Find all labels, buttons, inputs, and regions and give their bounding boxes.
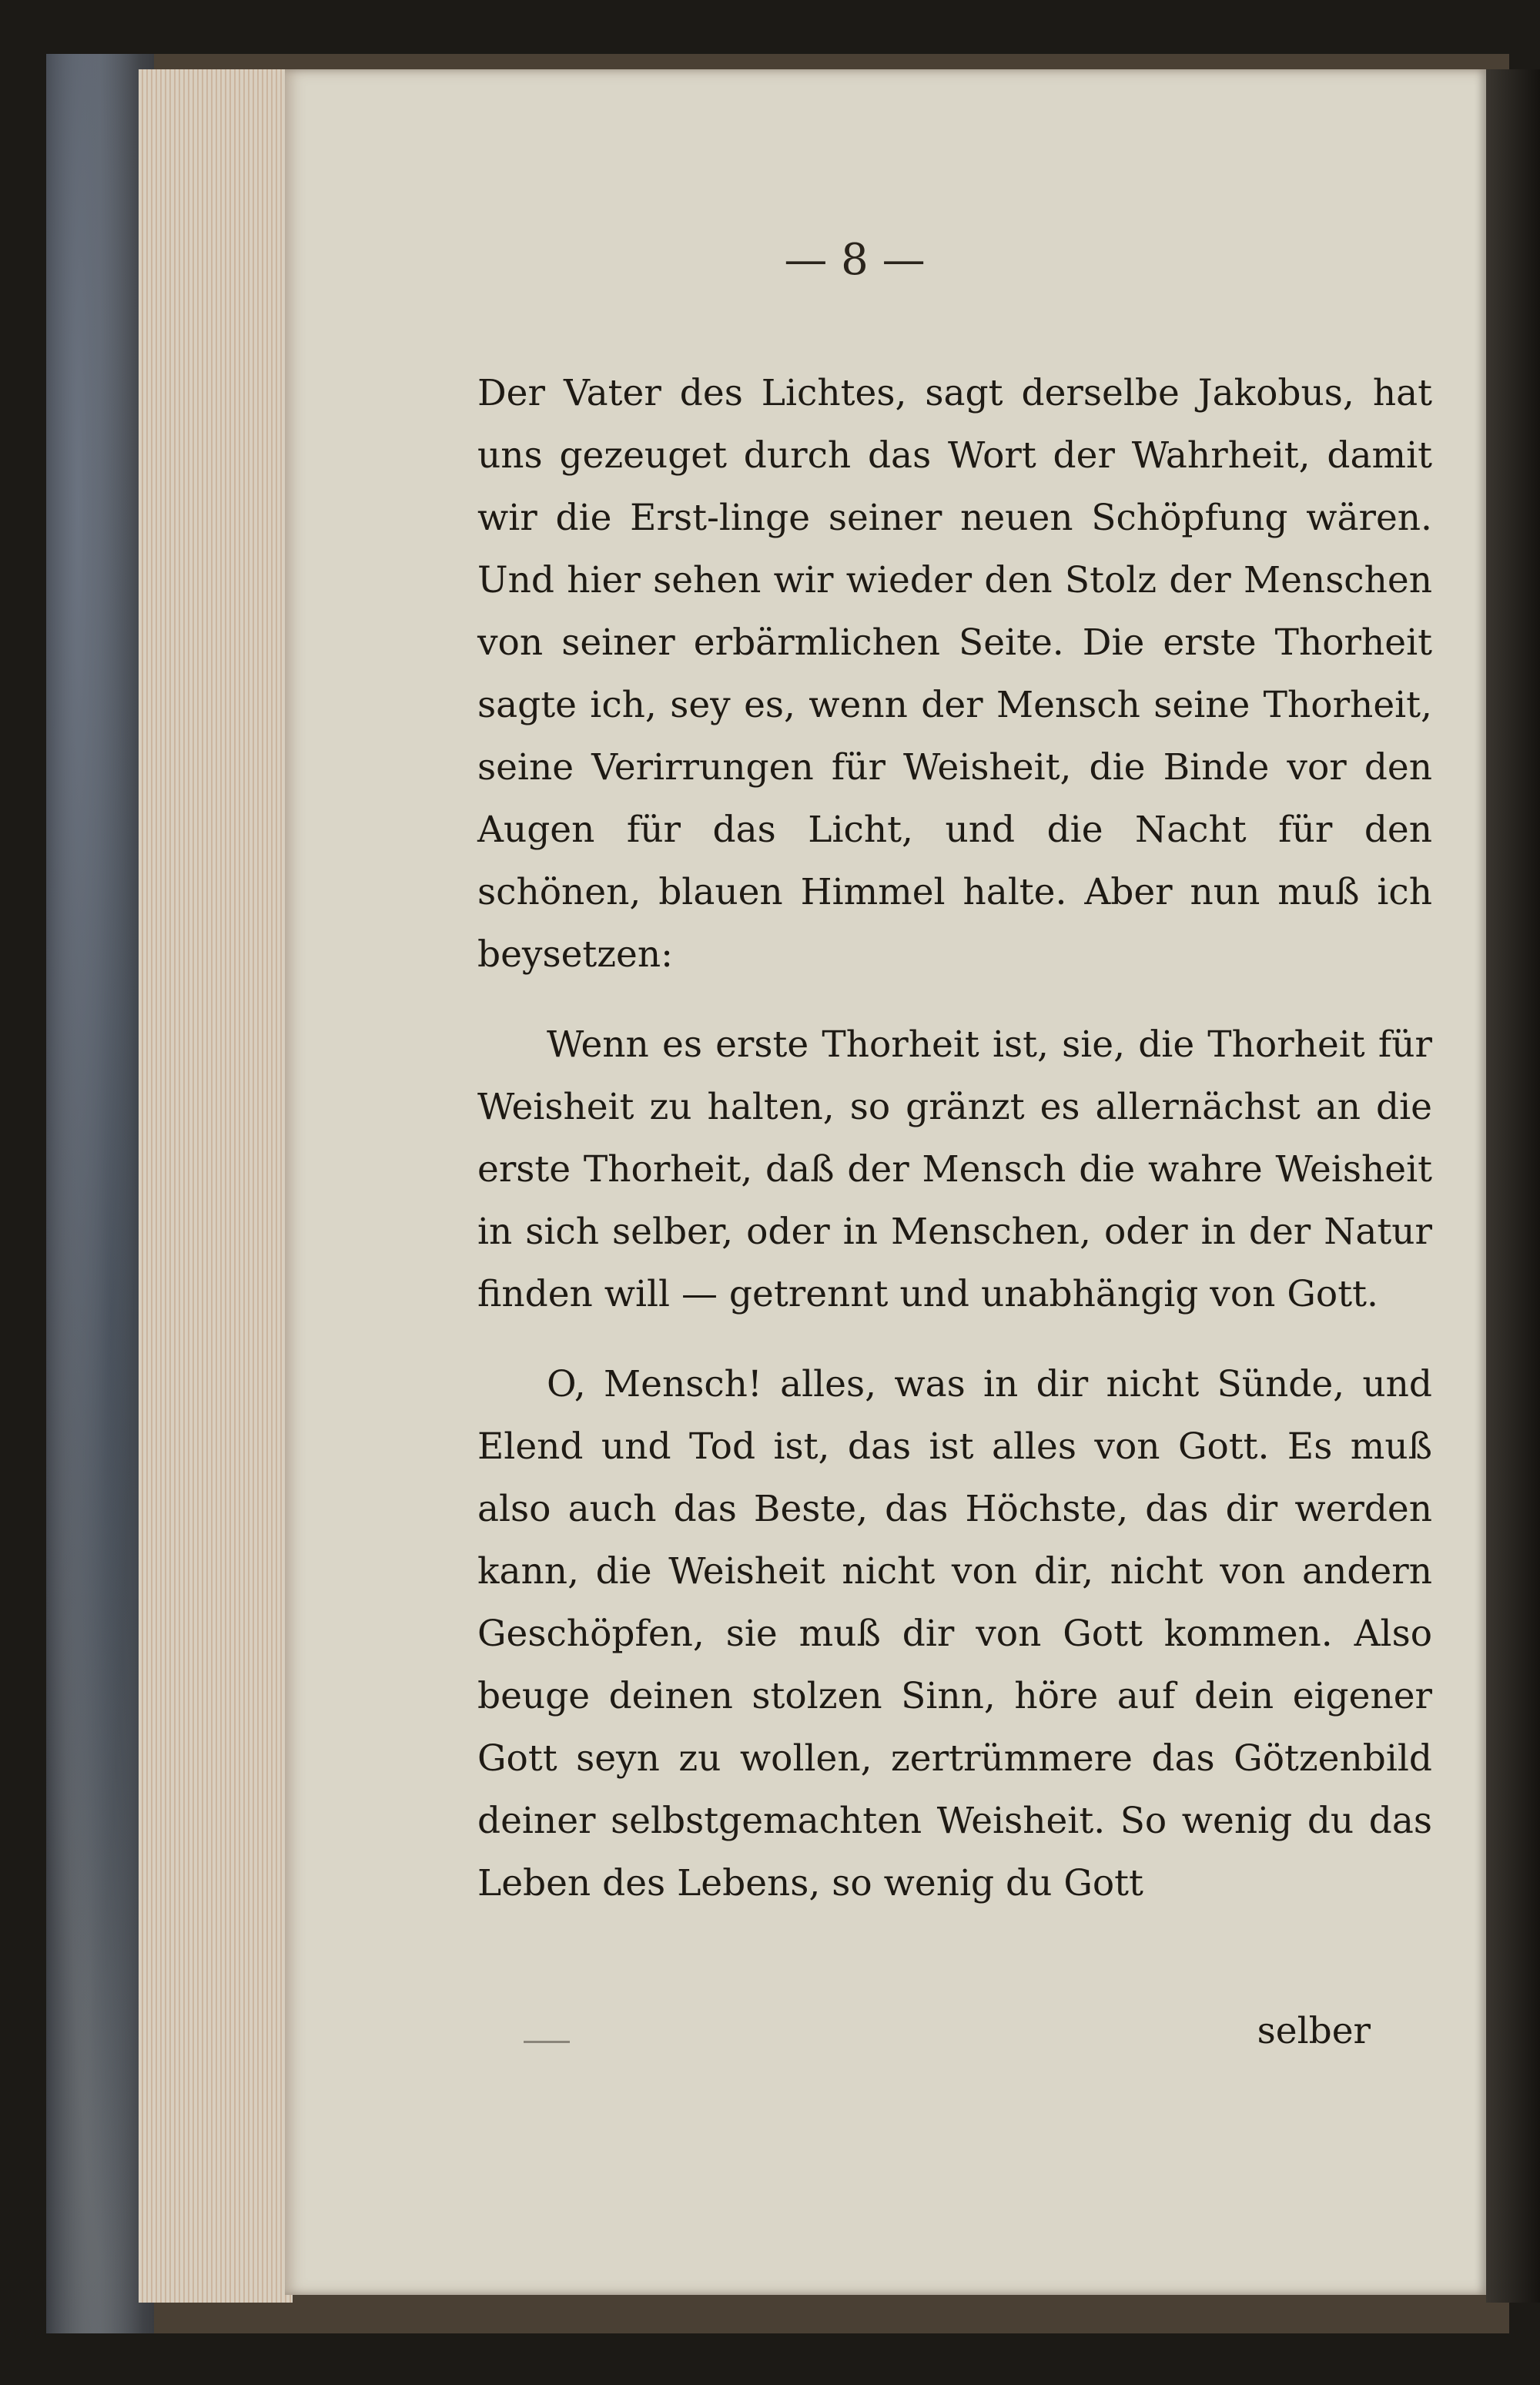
book-page: [285, 69, 1486, 2295]
paragraph-3: O, Mensch! alles, was in dir nicht Sünde, und Elend und Tod ist, das ist alles von Gott. Es muß also auch das Beste, das Höchste, das dir werden kann, die Weisheit nicht von dir, nicht von andern Geschöpfen, sie muß dir von Gott kommen. Also beuge deinen stolzen Sinn, höre auf dein eigener Gott seyn zu wollen, zertrümmere das Götzenbild deiner selbstgemachten Weisheit. So wenig du das Leben des Lebens, so wenig du Gott: [477, 1363, 1432, 1904]
paragraph-2: Wenn es erste Thorheit ist, sie, die Thorheit für Weisheit zu halten, so gränzt es allernächst an die erste Thorheit, daß der Mensch die wahre Weisheit in sich selber, oder in Menschen, oder in der Natur finden will — getrennt und unabhängig von Gott.: [477, 1023, 1432, 1315]
margin-mark: [524, 2041, 570, 2043]
catchword: selber: [1257, 2010, 1371, 2052]
page-edges: [139, 69, 293, 2303]
paragraph-1: Der Vater des Lichtes, sagt derselbe Jakobus, hat uns gezeuget durch das Wort der Wahrheit, damit wir die Erst-linge seiner neuen Schöpfung wären. Und hier sehen wir wieder den Stolz der Menschen von seiner erbärmlichen Seite. Die erste Thorheit sagte ich, sey es, wenn der Mensch seine Thorheit, seine Verirrungen für Weisheit, die Binde vor den Augen für das Licht, und die Nacht für den schönen, blauen Himmel halte. Aber nun muß ich beysetzen:: [477, 372, 1432, 976]
page-number: — 8 —: [784, 235, 926, 285]
body-text: [477, 362, 1432, 1942]
right-shadow: [1486, 69, 1540, 2303]
marbled-endpaper: [46, 54, 154, 2333]
